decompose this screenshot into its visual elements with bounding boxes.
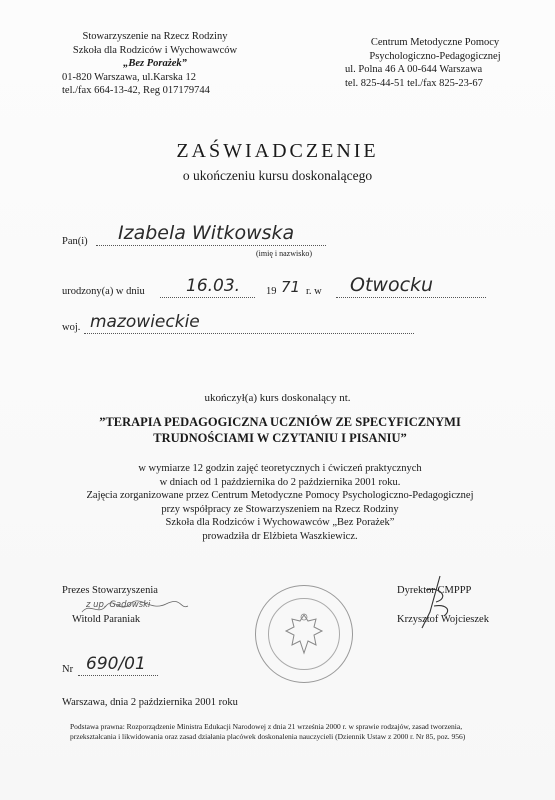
- center-address: ul. Polna 46 A 00-644 Warszawa: [345, 64, 483, 75]
- details-line6: prowadziła dr Elżbieta Waszkiewicz.: [202, 530, 358, 542]
- year-suffix: 71: [281, 278, 301, 296]
- born-place: Otwocku: [350, 274, 434, 296]
- center-subname: Psychologiczno-Pedagogicznej: [369, 50, 501, 62]
- details-line1: w wymiarze 12 godzin zajęć teoretycznych i ćwiczeń praktycznych: [138, 463, 422, 474]
- document-subtitle: o ukończeniu kursu doskonalącego: [182, 168, 373, 183]
- eagle-emblem-icon: [284, 611, 324, 657]
- official-stamp: [255, 585, 353, 683]
- center-phone: tel. 825-44-51 tel./fax 825-23-67: [345, 77, 483, 89]
- course-title-line2: TRUDNOŚCIAMI W CZYTANIU I PISANIU”: [153, 431, 407, 445]
- org-school: Szkoła dla Rodziców i Wychowawców: [72, 44, 238, 56]
- course-title-line1: ”TERAPIA PEDAGOGICZNA UCZNIÓW ZE SPECYFICZNYMI: [99, 415, 461, 429]
- org-phone: tel./fax 664-13-42, Reg 017179744: [62, 85, 210, 96]
- voivodeship-value: mazowieckie: [90, 312, 200, 332]
- born-label: urodzony(a) w dniu: [62, 286, 145, 297]
- course-title: [60, 414, 500, 446]
- details-line4: przy współpracy ze Stowarzyszeniem na Rzecz Rodziny: [161, 503, 399, 515]
- org-motto: „Bez Porażek”: [123, 58, 187, 69]
- born-place-underline: [336, 296, 486, 298]
- details-line3: Zajęcia zorganizowane przez Centrum Metodyczne Pomocy Psychologiczno-Pedagogicznej: [86, 490, 474, 501]
- center-name: Centrum Metodyczne Pomocy: [370, 37, 500, 48]
- born-date: 16.03.: [186, 276, 241, 296]
- name-label: Pan(i): [62, 236, 88, 247]
- legal-basis-footer: Podstawa prawna: Rozporządzenie Ministra Edukacji Narodowej z dnia 21 września 2000 r. w sprawie rodzajów, zasad tworzenia, przekształcania i likwidowania oraz zasad działania placówek doskonalenia nauczycieli (Dziennik Ustaw z 2000 r. Nr 85, poz. 956): [70, 722, 466, 741]
- place-date: Warszawa, dnia 2 października 2001 roku: [62, 697, 238, 708]
- name-value: Izabela Witkowska: [118, 222, 295, 244]
- number-label: Nr: [62, 664, 74, 675]
- left-signature-note: z up. Gadowski: [86, 600, 151, 610]
- right-signature-scribble: [400, 572, 480, 632]
- course-details: [70, 462, 490, 543]
- stamp-inner-ring: [268, 598, 340, 670]
- number-value: 690/01: [86, 654, 146, 674]
- voivodeship-label: woj.: [62, 322, 81, 333]
- details-line5: Szkoła dla Rodziców i Wychowawców „Bez Porażek”: [165, 517, 395, 528]
- left-signature-scribble: [80, 598, 190, 618]
- voivodeship-underline: [84, 332, 414, 334]
- in-label: r. w: [306, 286, 322, 297]
- org-address: 01-820 Warszawa, ul.Karska 12: [62, 71, 196, 83]
- org-name: Stowarzyszenie na Rzecz Rodziny: [82, 31, 228, 42]
- details-line2: w dniach od 1 października do 2 października 2001 roku.: [159, 476, 401, 488]
- issuer-left-header: [62, 30, 248, 98]
- name-underline: [96, 244, 326, 246]
- year-prefix: 19: [266, 286, 277, 297]
- right-signature-name: Krzysztof Wojcieszek: [397, 614, 489, 625]
- document-title: ZAŚWIADCZENIE: [176, 140, 379, 162]
- left-signature-name: Witold Paraniak: [72, 614, 141, 625]
- left-signature-title: Prezes Stowarzyszenia: [62, 585, 158, 596]
- name-hint: (imię i nazwisko): [256, 249, 312, 258]
- born-date-underline: [160, 296, 255, 298]
- issuer-right-header: [345, 36, 525, 90]
- right-signature-title: Dyrektor CMPPP: [397, 585, 472, 596]
- number-underline: [78, 674, 158, 676]
- course-intro: ukończył(a) kurs doskonalący nt.: [204, 392, 351, 404]
